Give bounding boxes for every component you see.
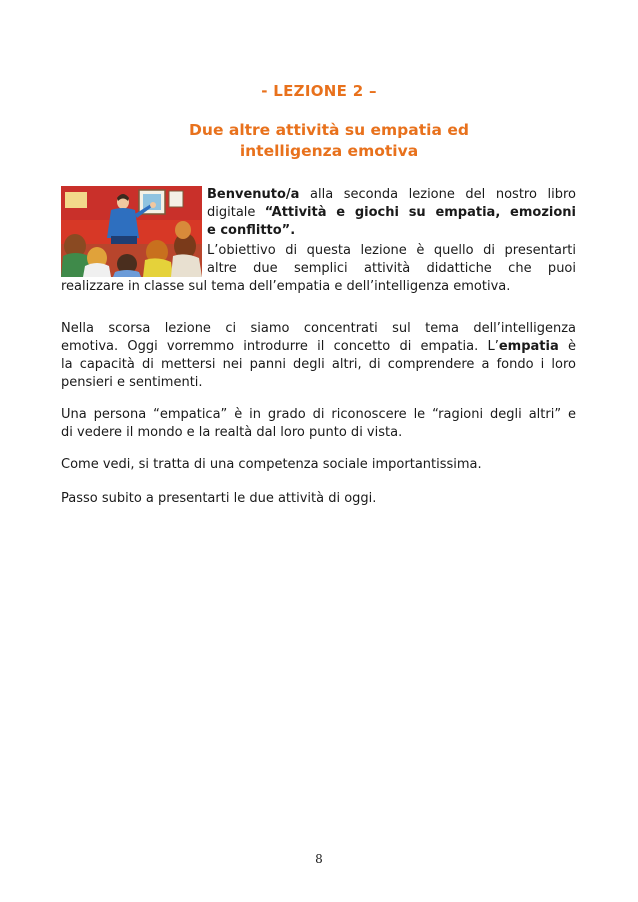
welcome-bold: Benvenuto/a — [207, 187, 300, 202]
p2-line-3: la capacità di mettersi nei panni degli altri, di comprendere a fondo i loro — [61, 357, 576, 372]
welcome-rest: alla seconda lezione del nostro libro — [299, 187, 576, 202]
lesson-label: - LEZIONE 2 – — [261, 82, 377, 100]
welcome-digital: digitale — [207, 205, 265, 220]
classroom-illustration — [61, 186, 202, 277]
title-line-2: intelligenza emotiva — [239, 142, 419, 160]
social-skill-paragraph: Come vedi, si tratta di una competenza sociale importantissima. — [61, 457, 482, 472]
page-number: 8 — [315, 852, 323, 866]
p2-line-1: Nella scorsa lezione ci siamo concentrati sul tema dell’intelligenza — [61, 321, 576, 336]
title-line-1: Due altre attività su empatia ed — [189, 121, 469, 139]
empathy-paragraph — [61, 320, 576, 392]
book-title-part-1: “Attività e giochi su empatia, emozioni — [264, 205, 576, 220]
p2-line-2 — [61, 338, 576, 356]
welcome-text — [207, 186, 576, 240]
page-title — [120, 120, 538, 162]
empathy-bold: empatia — [498, 339, 559, 354]
objective-line-2: altre due semplici attività didattiche che puoi — [207, 261, 576, 276]
objective-line-3-text: realizzare in classe sul tema dell’empatia e dell’intelligenza emotiva. — [61, 279, 511, 294]
objective-text — [207, 242, 576, 278]
p3-line-1: Una persona “empatica” è in grado di riconoscere le “ragioni degli altri” e — [61, 407, 576, 422]
book-title-part-2: e conflitto”. — [207, 223, 296, 238]
empathic-person-paragraph — [61, 406, 576, 442]
p2-line-4: pensieri e sentimenti. — [61, 375, 203, 390]
objective-line-1: L’obiettivo di questa lezione è quello di presentarti — [207, 243, 576, 258]
p2-line-2-b: è — [558, 339, 576, 354]
objective-line-3 — [61, 278, 576, 296]
p2-line-2-a: emotiva. Oggi vorremmo introdurre il concetto di empatia. L’ — [61, 339, 499, 354]
next-activities-paragraph: Passo subito a presentarti le due attività di oggi. — [61, 491, 377, 506]
p3-line-2: di vedere il mondo e la realtà dal loro punto di vista. — [61, 425, 403, 440]
